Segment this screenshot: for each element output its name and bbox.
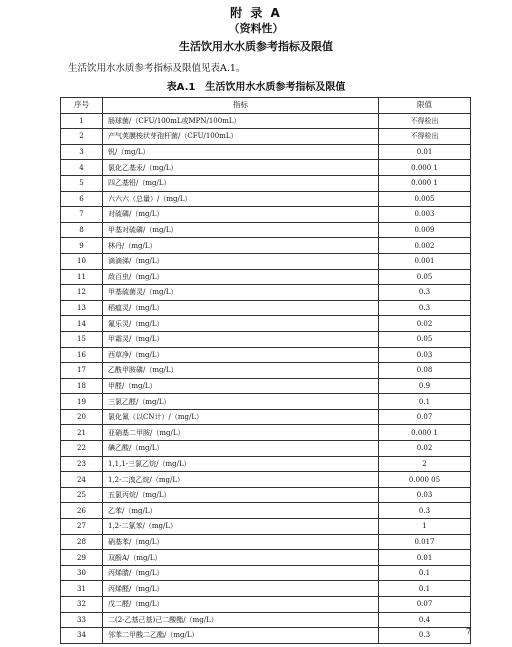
row-limit: 0.000 1 (379, 160, 471, 176)
row-indicator: 氟乐灵/（mg/L） (103, 316, 379, 332)
table-body (61, 113, 471, 643)
header-indicator: 指标 (103, 98, 379, 114)
row-index: 32 (61, 597, 103, 613)
header-limit: 限值 (379, 98, 471, 114)
row-index: 2 (61, 129, 103, 145)
row-index: 18 (61, 378, 103, 394)
table-row (61, 347, 471, 363)
row-limit: 0.07 (379, 409, 471, 425)
row-limit: 0.001 (379, 253, 471, 269)
row-limit: 0.01 (379, 144, 471, 160)
row-indicator: 氯化乙基汞/（mg/L） (103, 160, 379, 176)
table-row (61, 441, 471, 457)
table-row (61, 394, 471, 410)
row-indicator: 钒/（mg/L） (103, 144, 379, 160)
table-row (61, 253, 471, 269)
row-indicator: 肠球菌/（CFU/100mL或MPN/100mL） (103, 113, 379, 129)
table-row (61, 503, 471, 519)
table-row (61, 316, 471, 332)
table-row (61, 222, 471, 238)
row-limit: 不得检出 (379, 113, 471, 129)
row-index: 9 (61, 238, 103, 254)
table-row (61, 565, 471, 581)
row-index: 21 (61, 425, 103, 441)
row-indicator: 氯化氰（以CN计）/（mg/L） (103, 409, 379, 425)
table-row (61, 129, 471, 145)
row-limit: 0.02 (379, 316, 471, 332)
row-indicator: 三氯乙醛/（mg/L） (103, 394, 379, 410)
table-row (61, 300, 471, 316)
appendix-heading: 附 录 A (230, 6, 282, 20)
row-limit: 0.009 (379, 222, 471, 238)
row-limit: 1 (379, 519, 471, 535)
row-index: 22 (61, 441, 103, 457)
row-index: 8 (61, 222, 103, 238)
page-number: 7 (466, 627, 472, 636)
table-row (61, 363, 471, 379)
row-indicator: 甲基硫菌灵/（mg/L） (103, 285, 379, 301)
row-limit: 0.002 (379, 238, 471, 254)
table-row (61, 175, 471, 191)
row-indicator: 六六六（总量）/（mg/L） (103, 191, 379, 207)
table-row (61, 519, 471, 535)
row-indicator: 邻苯二甲酸二乙酯/（mg/L） (103, 628, 379, 644)
row-index: 23 (61, 456, 103, 472)
row-index: 26 (61, 503, 103, 519)
row-indicator: 二(2-乙基己基)己二酸酯/（mg/L） (103, 612, 379, 628)
row-limit: 0.4 (379, 612, 471, 628)
table-row (61, 113, 471, 129)
table-row (61, 378, 471, 394)
row-limit: 0.017 (379, 534, 471, 550)
row-index: 14 (61, 316, 103, 332)
reference-indicator-table (60, 97, 471, 644)
table-row (61, 550, 471, 566)
row-index: 34 (61, 628, 103, 644)
row-indicator: 产气荚膜梭状芽孢杆菌/（CFU/100mL） (103, 129, 379, 145)
row-index: 15 (61, 331, 103, 347)
row-indicator: 甲基对硫磷/（mg/L） (103, 222, 379, 238)
row-indicator: 五氯丙烷/（mg/L） (103, 487, 379, 503)
row-indicator: 四乙基铅/（mg/L） (103, 175, 379, 191)
row-indicator: 甲霜灵/（mg/L） (103, 331, 379, 347)
row-indicator: 对硫磷/（mg/L） (103, 207, 379, 223)
row-limit: 0.003 (379, 207, 471, 223)
row-indicator: 丙烯醛/（mg/L） (103, 581, 379, 597)
row-indicator: 乙酰甲胺磷/（mg/L） (103, 363, 379, 379)
row-limit: 0.07 (379, 597, 471, 613)
row-index: 11 (61, 269, 103, 285)
row-indicator: 亚硝基二甲胺/（mg/L） (103, 425, 379, 441)
table-row (61, 612, 471, 628)
table-row (61, 269, 471, 285)
row-limit: 0.000 05 (379, 472, 471, 488)
row-index: 29 (61, 550, 103, 566)
row-limit: 0.9 (379, 378, 471, 394)
row-indicator: 丙烯腈/（mg/L） (103, 565, 379, 581)
row-indicator: 双酚A/（mg/L） (103, 550, 379, 566)
row-limit: 0.3 (379, 503, 471, 519)
row-indicator: 甲醛/（mg/L） (103, 378, 379, 394)
row-limit: 0.1 (379, 581, 471, 597)
row-indicator: 林丹/（mg/L） (103, 238, 379, 254)
row-index: 3 (61, 144, 103, 160)
table-row (61, 191, 471, 207)
row-index: 27 (61, 519, 103, 535)
row-limit: 0.03 (379, 347, 471, 363)
row-limit: 0.1 (379, 394, 471, 410)
appendix-nature: （资料性） (228, 22, 284, 35)
row-indicator: 乙苯/（mg/L） (103, 503, 379, 519)
row-indicator: 戊二醛/（mg/L） (103, 597, 379, 613)
row-index: 30 (61, 565, 103, 581)
table-row (61, 409, 471, 425)
table-caption: 表A.1 生活饮用水水质参考指标及限值 (166, 82, 346, 93)
row-indicator: 碘乙酸/（mg/L） (103, 441, 379, 457)
row-limit: 2 (379, 456, 471, 472)
row-index: 5 (61, 175, 103, 191)
row-index: 12 (61, 285, 103, 301)
row-index: 31 (61, 581, 103, 597)
table-row (61, 331, 471, 347)
table-row (61, 534, 471, 550)
row-index: 7 (61, 207, 103, 223)
row-limit: 0.08 (379, 363, 471, 379)
row-index: 19 (61, 394, 103, 410)
row-index: 33 (61, 612, 103, 628)
table-row (61, 160, 471, 176)
table-row (61, 425, 471, 441)
row-indicator: 1,2-二氯苯/（mg/L） (103, 519, 379, 535)
table-row (61, 597, 471, 613)
appendix-title: 生活饮用水水质参考指标及限值 (179, 40, 333, 53)
intro-paragraph: 生活饮用水水质参考指标及限值见表A.1。 (68, 63, 246, 74)
row-indicator: 西草净/（mg/L） (103, 347, 379, 363)
row-index: 20 (61, 409, 103, 425)
row-indicator: 1,1,1-三氯乙烷/（mg/L） (103, 456, 379, 472)
row-limit: 0.3 (379, 285, 471, 301)
row-index: 1 (61, 113, 103, 129)
row-index: 17 (61, 363, 103, 379)
row-index: 4 (61, 160, 103, 176)
row-index: 10 (61, 253, 103, 269)
row-limit: 0.05 (379, 269, 471, 285)
row-limit: 0.03 (379, 487, 471, 503)
row-limit: 0.005 (379, 191, 471, 207)
row-limit: 0.3 (379, 628, 471, 644)
row-index: 16 (61, 347, 103, 363)
row-limit: 0.000 1 (379, 425, 471, 441)
table-row (61, 144, 471, 160)
row-index: 28 (61, 534, 103, 550)
row-indicator: 硝基苯/（mg/L） (103, 534, 379, 550)
table-row (61, 207, 471, 223)
row-limit: 0.000 1 (379, 175, 471, 191)
table-row (61, 487, 471, 503)
row-limit: 0.3 (379, 300, 471, 316)
row-limit: 0.02 (379, 441, 471, 457)
table-header-row (61, 98, 471, 114)
row-limit: 0.05 (379, 331, 471, 347)
table-row (61, 238, 471, 254)
table-row (61, 628, 471, 644)
row-index: 25 (61, 487, 103, 503)
header-index: 序号 (61, 98, 103, 114)
table-row (61, 285, 471, 301)
row-limit: 0.1 (379, 565, 471, 581)
row-indicator: 滴滴涕/（mg/L） (103, 253, 379, 269)
row-index: 6 (61, 191, 103, 207)
table-row (61, 456, 471, 472)
row-limit: 不得检出 (379, 129, 471, 145)
table-row (61, 472, 471, 488)
table-row (61, 581, 471, 597)
row-index: 13 (61, 300, 103, 316)
row-indicator: 1,2-二溴乙烷/（mg/L） (103, 472, 379, 488)
row-limit: 0.01 (379, 550, 471, 566)
row-indicator: 稻瘟灵/（mg/L） (103, 300, 379, 316)
row-indicator: 敌百虫/（mg/L） (103, 269, 379, 285)
row-index: 24 (61, 472, 103, 488)
